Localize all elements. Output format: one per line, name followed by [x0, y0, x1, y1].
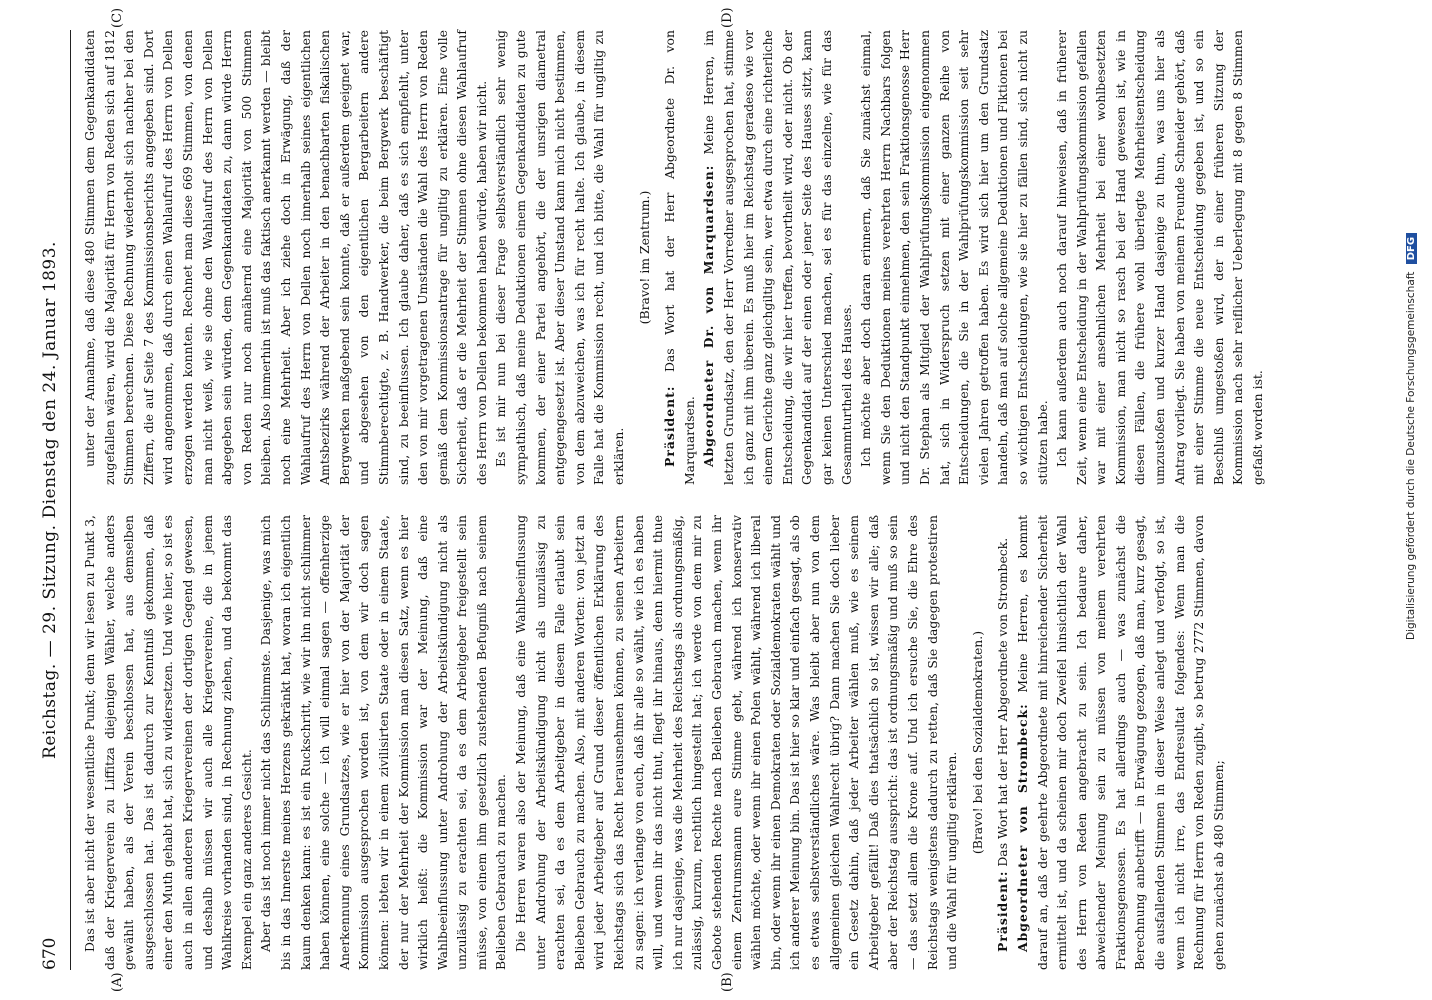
- body-paragraph: unter der Annahme, daß diese 480 Stimmen dem Gegenkandidaten zugefallen wären, wird die Majorität für Herrn von Reden sich auf 1812 Stimmen berechnen. Diese Rechnung wiederholt sich nachher bei den Ziffern, die auf Seite 7 des Kommissionsberichts angegeben sind. Dort wird angenommen, daß durch einen Wahlaufruf des Herrn von Dellen erzogen werden konnten. Rechnet man diese 669 Stimmen, von denen man nicht weiß, wie sie ohne den Wahlaufruf des Herrn von Dellen abgegeben sein würden, dem Gegenkandidaten zu, dann würde Herrn von Reden nur noch annähernd eine Majorität von 500 Stimmen bleiben. Also immerhin ist muß das faktisch anerkannt werden — bleibt noch eine Mehrheit. Aber ich ziehe doch in Erwägung, daß der Wahlaufruf des Herrn von Dellen noch innerhalb seines eigentlichen Amtsbezirks während der Arbeiter in den benachbarten fiskalischen Bergwerken maßgebend sein konnte, daß er außerdem geeignet war, und abgesehen von den eigentlichen Bergarbeitern andere Stimmberechtigte, z. B. Handwerker, die beim Bergwerk beschäftigt sind, zu beeinflussen. Ich glaube daher, daß es sich empfiehlt, unter den von mir vorgetragenen Umständen die Wahl des Herrn von Reden gemäß dem Kommissionsantrage für ungiltig zu erklären. Eine volle Sicherheit, daß er die Mehrheit der Stimmen ohne diesen Wahlaufruf des Herrn von Dellen bekommen haben würde, haben wir nicht.: [82, 30, 489, 485]
- margin-marker-d: (D): [720, 7, 735, 28]
- body-paragraph: Das ist aber nicht der wesentliche Punkt; denn wir lesen zu Punkt 3, daß der Kriegerverein zu Liffitza diejenigen Wähler, welche anders gewählt haben, als der Verein beschlossen hat, aus demselben ausgeschlossen hat. Das ist dadurch zur Kenntniß gekommen, daß einer den Muth gehabt hat, sich zu widersetzen. Und wie hier, so ist es auch in allen anderen Kriegervereinen der dortigen Gegend gewesen, und deshalb müssen wir auch alle Kriegervereine, die in jenem Wahlkreise vorhanden sind, in Rechnung ziehen, und da bekommt das Exempel ein ganz anderes Gesicht.: [82, 515, 254, 970]
- speech-paragraph: [660, 30, 699, 485]
- body-paragraph: Es ist mir nun bei dieser Frage selbstverständlich sehr wenig sympathisch, daß meine Deduktionen einem Gegenkandidaten zu gute kommen, der einer Partei angehört, die der unsrigen diametral entgegengesetzt ist. Aber dieser Umstand kann mich nicht bestimmen, von dem abzuweichen, was ich für recht halte. Ich glaube, in diesem Falle hat die Kommission recht, und ich bitte, die Wahl für ungiltig zu erklären.: [493, 30, 627, 485]
- speaker-name: Präsident:: [662, 385, 678, 467]
- left-column: [80, 515, 1230, 970]
- speech-paragraph: [1013, 515, 1229, 970]
- speech-text: Das Wort hat der Herr Abgeordnete von Strombeck.: [995, 537, 1011, 867]
- speech-text: Meine Herren, es kommt darauf an, daß der geehrte Abgeordnete mit hinreichender Sicherheit ermittelt ist, und da scheinen mir doch Zweifel hinsichtlich der Wahl des Herrn von Reden angebracht zu sein. Ich bedaure daher, abweichender Meinung sein zu müssen von meinem verehrten Fraktionsgenossen. Es hat allerdings auch — was zunächst die Berechnung anbetrifft — in Erwägung gezogen, daß man, kurz gesagt, die ausfallenden Stimmen in dieser Weise anlegt und verfolgt, so ist, wenn ich nicht irre, das Endresultat folgendes: Wenn man die Rechnung für Herrn von Reden zugibt, so betrug 2772 Stimmen, davon gehen zunächst ab 480 Stimmen;: [1014, 515, 1226, 970]
- body-paragraph: Die Herren waren also der Meinung, daß eine Wahlbeeinflussung unter Androhung der Arbeitskündigung nicht als unzulässig zu erachten sei, da es dem Arbeitgeber in diesem Falle erlaubt sein Belieben Gebrauch zu machen. Also, mit anderen Worten: von jetzt an wird jeder Arbeitgeber auf Grund dieser öffentlichen Erklärung des Reichstags sich das Recht herausnehmen können, zu seinen Arbeitern zu sagen: ich verlange von euch, daß ihr alle so wählt, wie ich es haben will, und wenn ihr das nicht thut, fliegt ihr hinaus, denn hiermit thue ich nur dasjenige, was die Mehrheit des Reichstags als ordnungsmäßig, zulässig, kurzum, rechtlich hingestellt hat; ich werde von dem mir zu Gebote stehenden Rechte nach Belieben Gebrauch machen, wenn ihr einem Zentrumsmann eure Stimme gebt, während ich konservativ wählen möchte, oder wenn ihr einen Polen wählt, während ich liberal bin, oder wenn ihr einen Demokraten oder Sozialdemokraten wählt und ich anderer Meinung bin. Das ist hier so klar und einfach gesagt, als ob es etwas selbstverständliches wäre. Was bleibt aber nun von dem allgemeinen gleichen Wahlrecht übrig? Dann machen Sie doch lieber ein Gesetz dahin, daß jeder Arbeiter wählen muß, wie es seinem Arbeitgeber gefällt! Daß dies thatsächlich so ist, wissen wir alle; daß aber der Reichstag ausspricht: das ist ordnungsmäßig und muß so sein — das setzt allem die Krone auf. Und ich ersuche Sie, die Ehre des Reichstags wenigstens dadurch zu retten, daß Sie dagegen protestiren und die Wahl für ungiltig erklären.: [513, 515, 960, 970]
- page-number: 670: [40, 937, 60, 970]
- speaker-name: Präsident:: [995, 870, 1011, 952]
- speaker-name: Abgeordneter von Strombeck:: [1014, 703, 1030, 952]
- speech-paragraph: [993, 515, 1013, 970]
- credit-text: Digitalisierung gefördert durch die Deutsche Forschungsgemeinschaft: [1405, 271, 1417, 640]
- speech-text: Das Wort hat der Herr Abgeordnete Dr. von Marquardsen.: [662, 30, 697, 485]
- page-title: Reichstag. — 29. Sitzung. Dienstag den 24. Januar 1893.: [40, 241, 60, 759]
- margin-marker-b: (B): [720, 972, 735, 992]
- speech-text: Meine Herren, im letzten Grundsatz, den der Herr Vorredner ausgesprochen hat, stimme ich ganz mit ihm überein. Es muß hier im Reichstag geradeso wie vor einem Gerichte ganz gleichgiltig sein, wer etwa durch eine richterliche Entscheidung, die wir hier treffen, bevortheilt wird, oder nicht. Ob der Gegenkandidat auf der einen oder jener Seite des Hauses sitzt, kann gar keinen Unterschied machen, sei es für das einzelne, wie für das Gesammturtheil des Hauses.: [701, 29, 854, 485]
- digitization-credit: [1405, 236, 1423, 640]
- applause-note: (Bravo! im Zentrum.): [636, 190, 652, 325]
- page-header: [30, 30, 71, 970]
- body-paragraph: Ich kann außerdem auch noch darauf hinweisen, daß in früherer Zeit, wenn eine Entscheidung in der Wahlprüfungskommission gefallen war mit einer ansehnlichen Mehrheit bei einer wohlbesetzten Kommission, man nicht so rasch bei der Hand gewesen ist, wie in diesen Fällen, die frühere wohl überlegte Mehrheitsentscheidung umzustoßen und kurzer Hand dasjenige zu thun, was uns hier als Antrag vorliegt. Sie haben von meinem Freunde Schneider gehört, daß mit einer Stimme die neue Entscheidung gegeben ist, und so ein Beschluß umgestoßen wird, der in einer früheren Sitzung der Kommission nach sehr reiflicher Ueberlegung mit 8 gegen 8 Stimmen gefaßt worden ist.: [1054, 30, 1266, 485]
- dfg-logo: DFG: [1406, 233, 1417, 264]
- body-paragraph: Ich möchte aber doch daran erinnern, daß Sie zunächst einmal, wenn Sie den Deduktionen meines verehrten Herrn Nachbars folgen und nicht den Standpunkt einnehmen, den sein Fraktionsgenosse Herr Dr. Stephan als Mitglied der Wahlprüfungskommission eingenommen hat, sich in Widerspruch setzen mit einer ganzen Reihe von Entscheidungen, die Sie in der Wahlprüfungskommission seit sehr vielen Jahren getroffen haben. Es wird sich hier um den Grundsatz handeln, daß man auf solche allgemeine Deduktionen und Fiktionen bei so wichtigen Entscheidungen, wie sie hier zu fällen sind, sich nicht zu stützen habe.: [858, 30, 1050, 485]
- margin-marker-a: (A): [110, 972, 125, 992]
- margin-marker-c: (C): [110, 7, 125, 28]
- speech-paragraph: [699, 30, 856, 485]
- speaker-name: Abgeordneter Dr. von Marquardsen:: [701, 164, 717, 467]
- applause-note: (Bravo! bei den Sozialdemokraten.): [969, 630, 985, 855]
- body-paragraph: Aber das ist noch immer nicht das Schlimmste. Dasjenige, was mich bis in das Innerste meines Herzens gekränkt hat, woran ich eigentlich kaum denken kann: es ist ein Ruckschritt, wie wir ihn nicht schlimmer haben können, eine solche — ich will einmal sagen — offenherzige Anerkennung eines Grundsatzes, wie er hier von der Majorität der Kommission ausgesprochen worden ist, von dem wir doch sagen können: lebten wir in einem zivilisirten Staate oder in einem Staate, der nur der Mehrheit der Kommission man diesen Satz, wenn es hier wirklich heißt: die Kommission war der Meinung, daß eine Wahlbeeinflussung unter Androhung der Arbeitskündigung nicht als unzulässig zu erachten sei, da es dem Arbeitgeber freigestellt sein müsse, von einem ihm gesetzlich zustehenden Befugniß nach seinem Belieben Gebrauch zu machen.: [258, 515, 509, 970]
- right-column: [80, 29, 1266, 485]
